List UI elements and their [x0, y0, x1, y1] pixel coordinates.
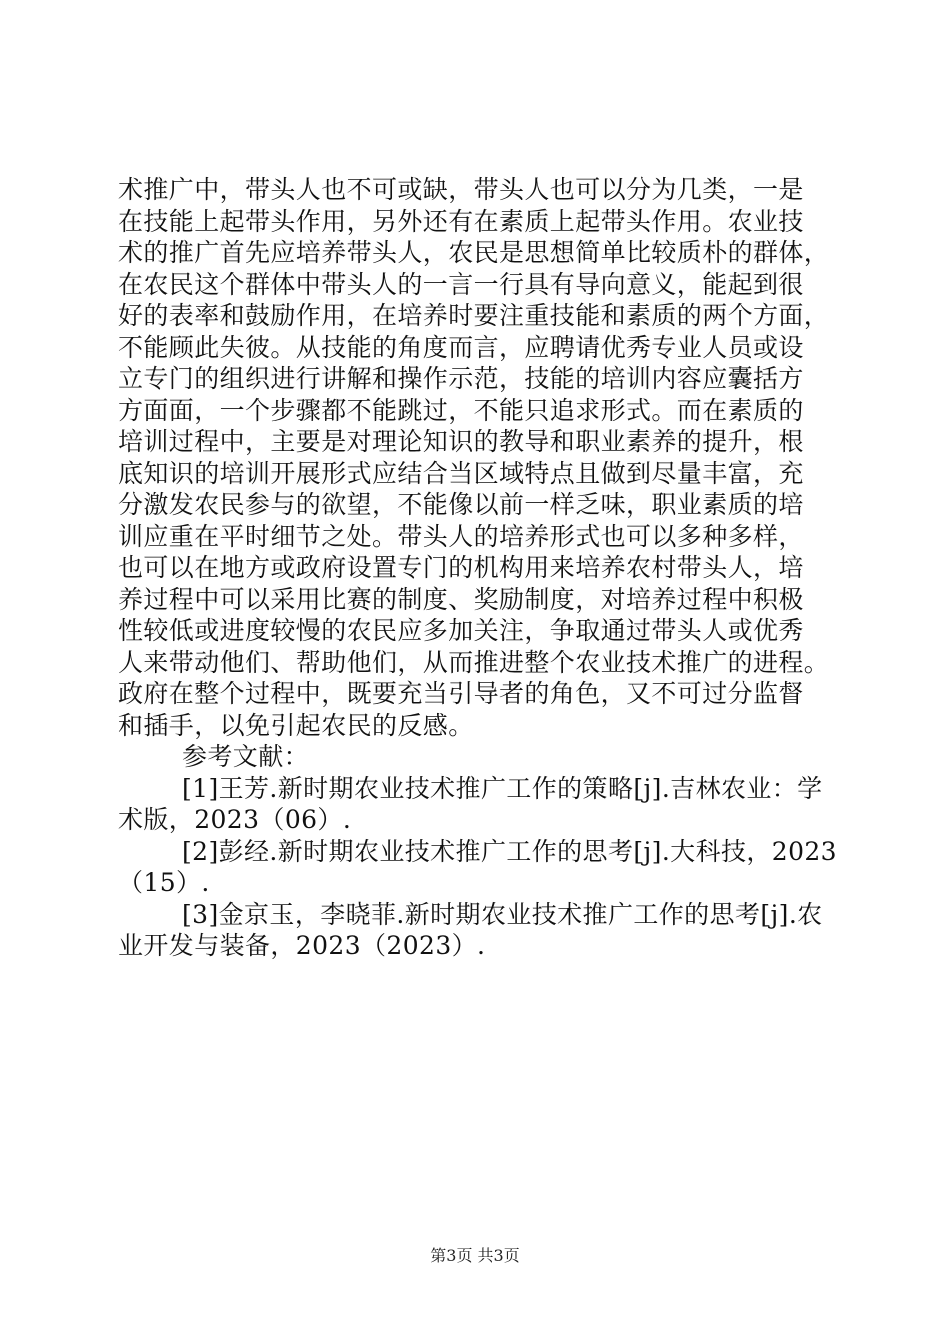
body-line: 在技能上起带头作用，另外还有在素质上起带头作用。农业技	[118, 206, 804, 236]
body-line: 养过程中可以采用比赛的制度、奖励制度，对培养过程中积极	[118, 584, 804, 614]
reference-item-1: [1]王芳.新时期农业技术推广工作的策略[j].吉林农业：学	[182, 773, 823, 803]
reference-item-3: [3]金京玉，李晓菲.新时期农业技术推广工作的思考[j].农	[182, 899, 823, 929]
page-footer: 第3页 共3页	[430, 1246, 520, 1265]
body-line: 在农民这个群体中带头人的一言一行具有导向意义，能起到很	[118, 269, 804, 299]
body-line: 底知识的培训开展形式应结合当区域特点且做到尽量丰富，充	[118, 458, 804, 488]
body-line: 和插手，以免引起农民的反感。	[118, 710, 474, 740]
body-line: 好的表率和鼓励作用，在培养时要注重技能和素质的两个方面，	[118, 301, 830, 330]
body-text	[118, 174, 848, 962]
body-line: 分激发农民参与的欲望，不能像以前一样乏味，职业素质的培	[118, 490, 804, 519]
body-line: 术的推广首先应培养带头人，农民是思想简单比较质朴的群体，	[118, 238, 830, 267]
body-line: 立专门的组织进行讲解和操作示范，技能的培训内容应囊括方	[118, 364, 804, 393]
reference-item-1-cont: 术版，2023（06）.	[118, 805, 352, 834]
body-line: 也可以在地方或政府设置专门的机构用来培养农村带头人，培	[118, 553, 804, 582]
body-line: 方面面，一个步骤都不能跳过，不能只追求形式。而在素质的	[118, 395, 804, 425]
references-heading: 参考文献：	[182, 742, 310, 771]
body-line: 政府在整个过程中，既要充当引导者的角色，又不可过分监督	[118, 679, 804, 708]
body-line: 性较低或进度较慢的农民应多加关注，争取通过带头人或优秀	[118, 616, 804, 645]
body-line: 不能顾此失彼。从技能的角度而言，应聘请优秀专业人员或设	[118, 332, 804, 362]
body-line: 人来带动他们、帮助他们，从而推进整个农业技术推广的进程。	[118, 647, 830, 677]
reference-item-3-cont: 业开发与装备，2023（2023）.	[118, 931, 486, 960]
reference-item-2-cont: （15）.	[118, 868, 210, 897]
body-line: 培训过程中，主要是对理论知识的教导和职业素养的提升，根	[118, 427, 804, 456]
body-line: 训应重在平时细节之处。带头人的培养形式也可以多种多样，	[118, 521, 804, 551]
body-line: 术推广中，带头人也不可或缺，带头人也可以分为几类，一是	[118, 175, 804, 204]
reference-item-2: [2]彭经.新时期农业技术推广工作的思考[j].大科技，2023	[182, 836, 837, 866]
